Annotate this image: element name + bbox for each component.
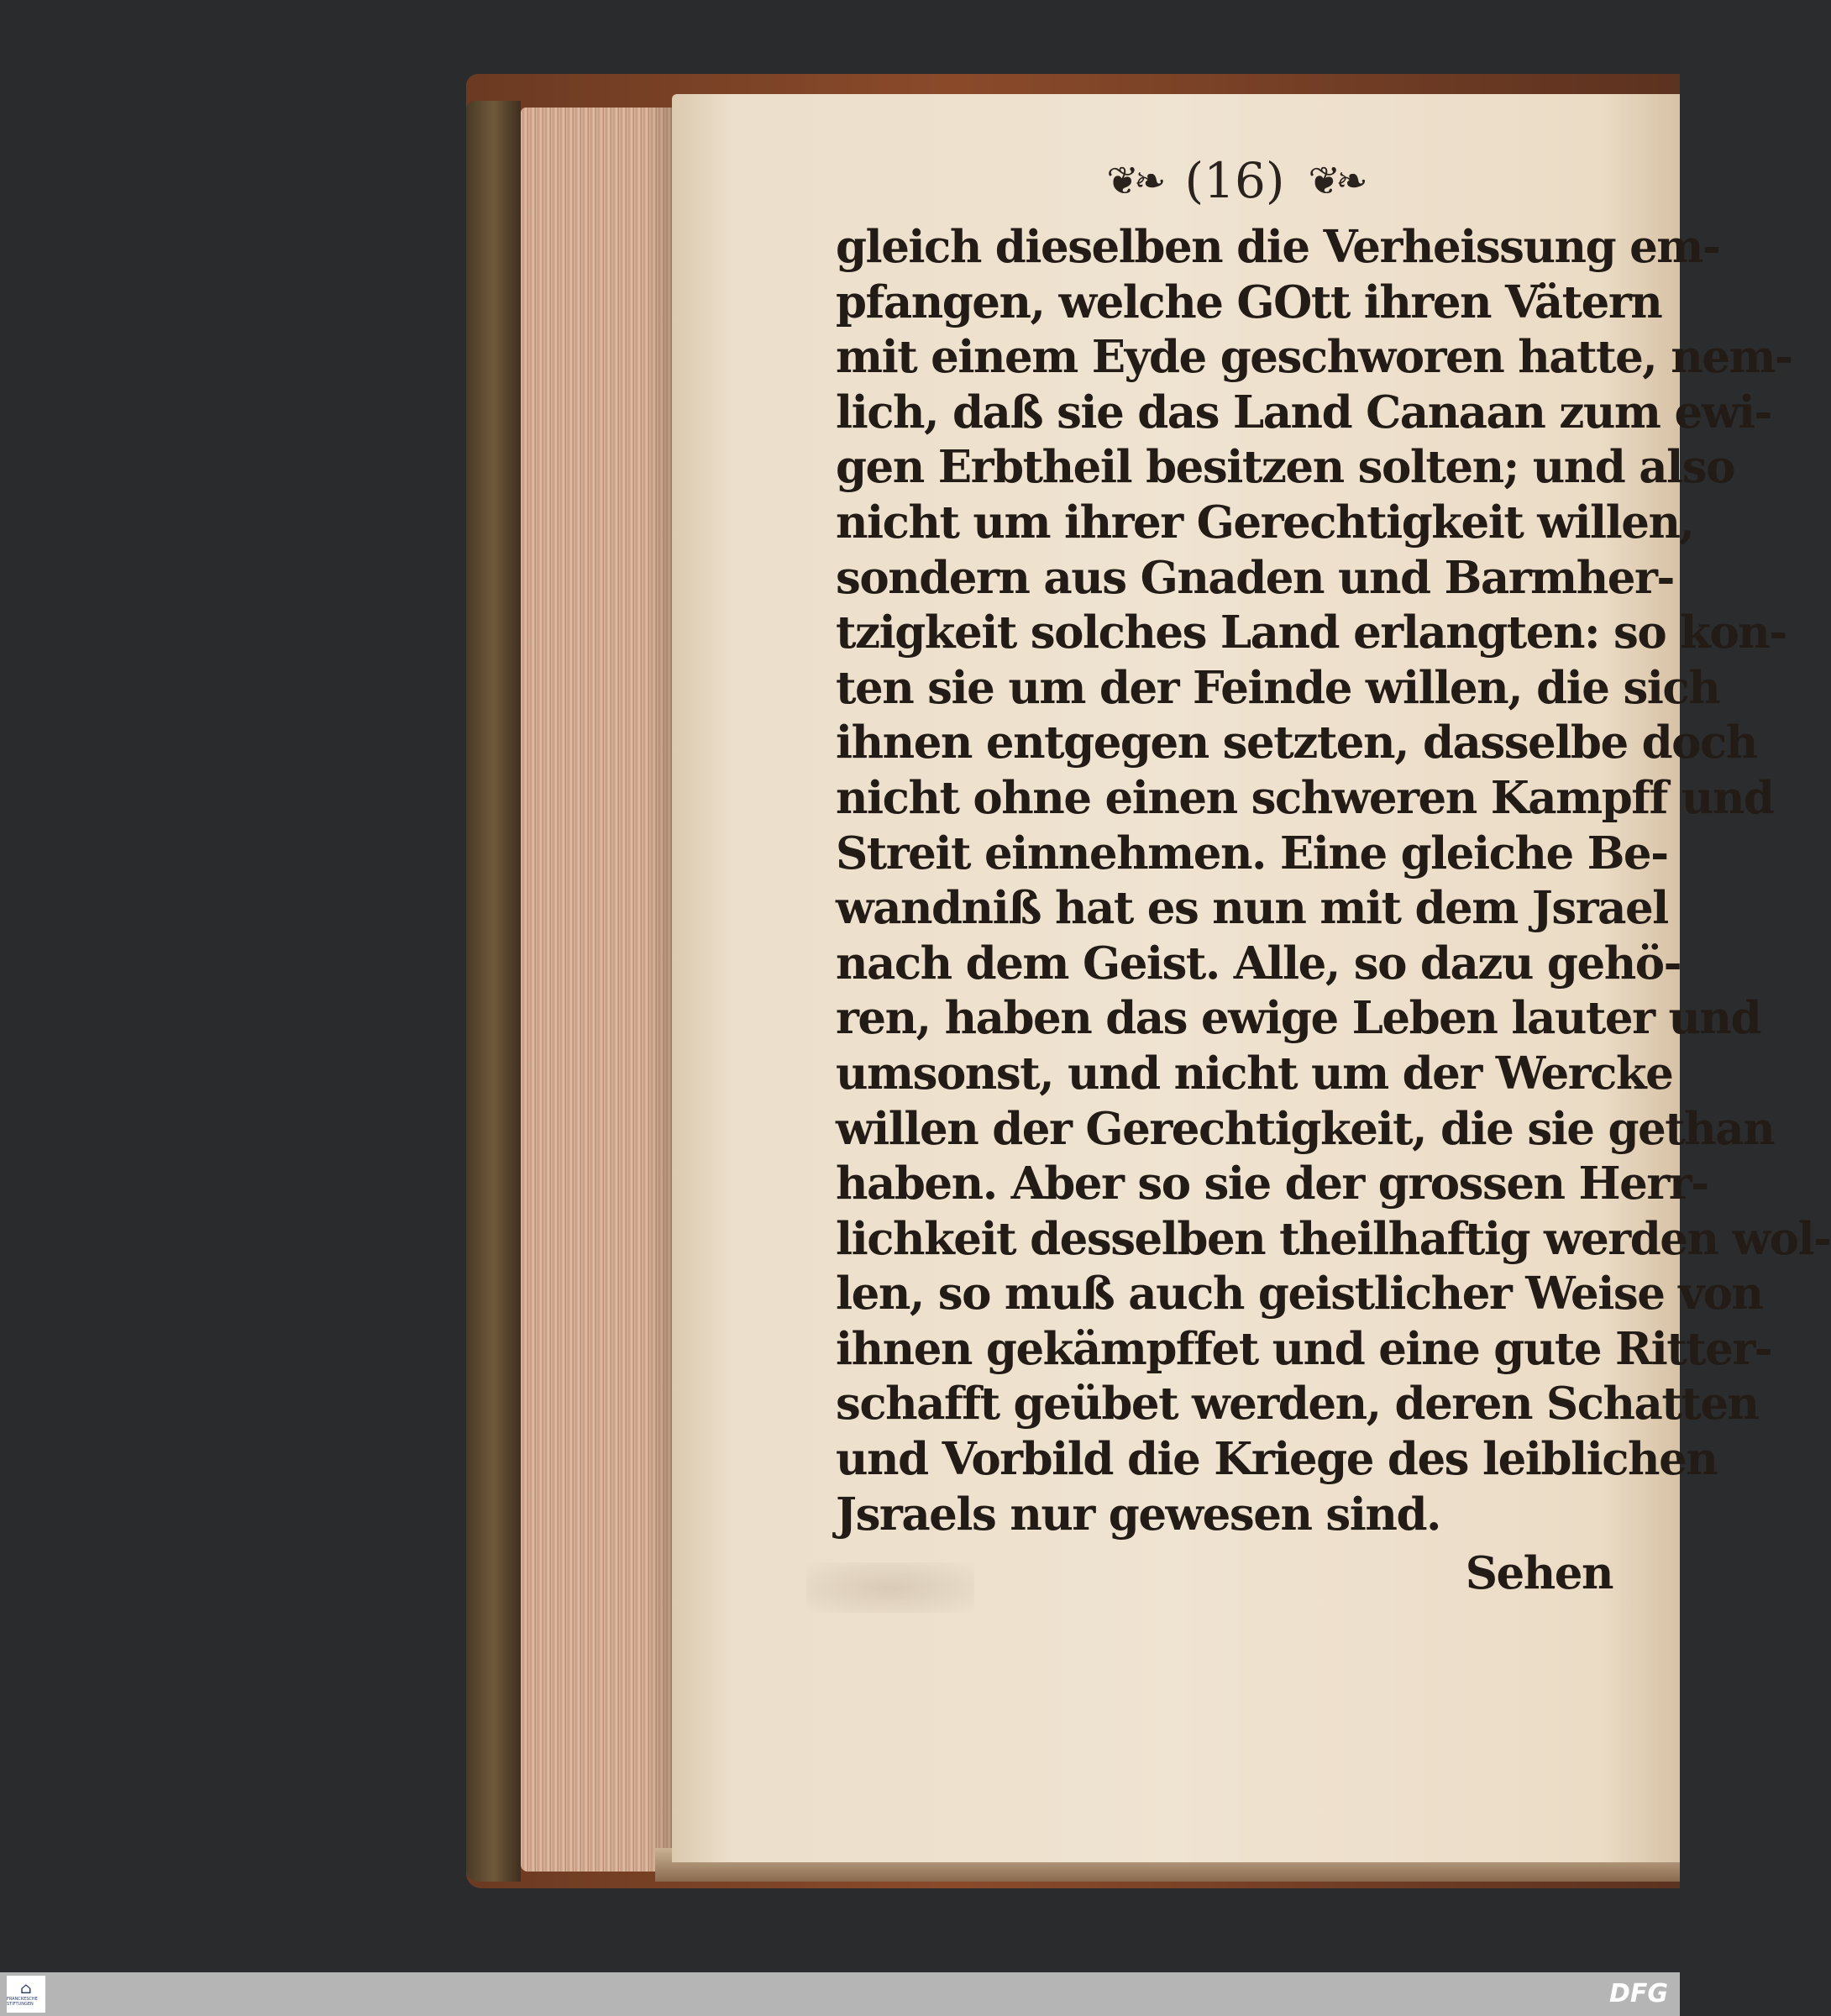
text-line: umsonst, und nicht um der Wercke xyxy=(836,1047,1673,1100)
text-line: sondern aus Gnaden und Barmher- xyxy=(836,551,1674,604)
text-line: ihnen gekämpffet und eine gute Ritter- xyxy=(836,1322,1772,1375)
text-line: nach dem Geist. Alle, so dazu gehö- xyxy=(836,937,1681,990)
ink-bleed-through xyxy=(806,1562,974,1613)
text-line: haben. Aber so sie der grossen Herr- xyxy=(836,1158,1708,1210)
building-icon: ⌂ xyxy=(20,1980,32,1998)
text-line: ten sie um der Feinde willen, die sich xyxy=(836,661,1720,714)
footer-bar xyxy=(0,1972,1680,2016)
text-line: lich, daß sie das Land Canaan zum ewi- xyxy=(836,386,1771,438)
logo-text: FRANCKESCHE STIFTUNGEN xyxy=(7,1997,38,2007)
text-line: gen Erbtheil besitzen solten; und also xyxy=(836,441,1734,494)
dfg-logo[interactable]: DFG xyxy=(1608,1979,1668,2008)
text-line: wandniß hat es nun mit dem Jsrael xyxy=(836,882,1668,935)
text-line: ihnen entgegen setzten, dasselbe doch xyxy=(836,717,1757,769)
left-ornament-icon: ❦❧ xyxy=(1106,158,1162,203)
text-line: tzigkeit solches Land erlangten: so kon- xyxy=(836,606,1786,659)
text-line: mit einem Eyde geschworen hatte, nem- xyxy=(836,331,1792,384)
text-line: und Vorbild die Kriege des leiblichen xyxy=(836,1433,1718,1486)
page-header xyxy=(1050,151,1419,210)
right-ornament-icon: ❦❧ xyxy=(1308,158,1363,203)
book-spine xyxy=(466,101,521,1882)
text-line: lichkeit desselben theilhaftig werden wol- xyxy=(836,1212,1831,1265)
text-line: gleich dieselben die Verheissung em- xyxy=(836,221,1720,273)
text-line: pfangen, welche GOtt ihren Vätern xyxy=(836,276,1662,328)
text-line: Jsraels nur gewesen sind. xyxy=(836,1488,1440,1541)
text-line: nicht ohne einen schweren Kampff und xyxy=(836,771,1774,824)
catchword: Sehen xyxy=(1465,1547,1613,1599)
text-line: willen der Gerechtigkeit, die sie gethan xyxy=(836,1102,1775,1155)
text-line: schafft geübet werden, deren Schatten xyxy=(836,1378,1759,1431)
body-text xyxy=(836,220,1831,1542)
text-line: nicht um ihrer Gerechtigkeit willen, xyxy=(836,496,1694,549)
text-line: Streit einnehmen. Eine gleiche Be- xyxy=(836,827,1668,879)
institution-logo[interactable] xyxy=(7,1976,45,2013)
text-line: ren, haben das ewige Leben lauter und xyxy=(836,992,1761,1045)
text-line: len, so muß auch geistlicher Weise von xyxy=(836,1268,1763,1320)
page-number: (16) xyxy=(1184,152,1285,209)
